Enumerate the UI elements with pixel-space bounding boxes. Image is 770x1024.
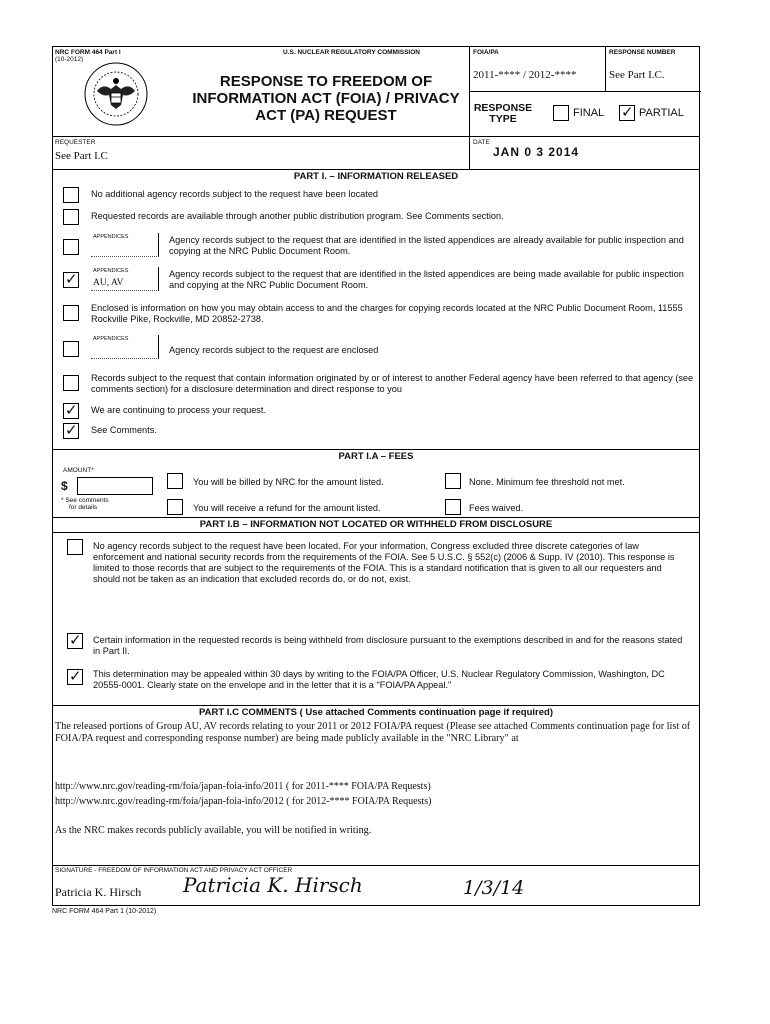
comments-link-2011[interactable]: http://www.nrc.gov/reading-rm/foia/japan-foia-info/2011 ( for 2011-**** FOIA/PA Requests) — [55, 781, 431, 792]
none-fee-checkbox[interactable] — [445, 473, 461, 489]
part1-item-3: Agency records subject to the request that are identified in the listed appendices are already available for public inspection and copying at the NRC Public Document Room. — [169, 235, 684, 256]
part1-checkbox-6[interactable] — [63, 341, 79, 357]
part1-item-9: See Comments. — [91, 425, 157, 435]
part1a-title: PART I.A – FEES — [338, 451, 414, 462]
comments-closing: As the NRC makes records publicly available, you will be notified in writing. — [55, 825, 372, 836]
fees-waived-text: Fees waived. — [469, 503, 524, 513]
partial-checkbox[interactable]: ✓ — [621, 103, 634, 121]
requester-label: REQUESTER — [55, 139, 96, 146]
part1b-item-2: Certain information in the requested records is being withheld from disclosure pursuant to the exemptions described in and for the reasons stated in Part II. — [93, 635, 683, 656]
part1-checkbox-7[interactable] — [63, 375, 79, 391]
part1-item-6: Agency records subject to the request are enclosed — [169, 345, 379, 355]
part1-checkbox-4[interactable]: ✓ — [65, 270, 78, 288]
none-fee-text: None. Minimum fee threshold not met. — [469, 477, 625, 487]
foia-pa-label: FOIA/PA — [473, 49, 499, 56]
part1b-item-1: No agency records subject to the request have been located. For your information, Congress excluded three discrete categories of law enforcement and national security records from the requirements of the FOIA. See 5 U.S.C. § 552(c) (2006 & Supp. IV (2010). This response is limited to those records that are subject to the requirements of the FOIA. This is a standard notification that is given to all our requesters and should not be taken as an indication that excluded records do, or do not, exist. — [93, 541, 675, 584]
part1-checkbox-3[interactable] — [63, 239, 79, 255]
handwritten-date: 1/3/14 — [463, 877, 525, 899]
handwritten-signature: Patricia K. Hirsch — [183, 873, 363, 897]
amount-input[interactable] — [77, 477, 153, 495]
part1-checkbox-2[interactable] — [63, 209, 79, 225]
part1-checkbox-9[interactable]: ✓ — [65, 421, 78, 439]
billed-checkbox[interactable] — [167, 473, 183, 489]
part1-item-2: Requested records are available through another public distribution program. See Comments section. — [91, 211, 504, 221]
part1-item-5: Enclosed is information on how you may obtain access to and the charges for copying records located at the NRC Public Document Room, 11555 Rockville Pike, Rockville, MD 20852-2738. — [91, 303, 683, 324]
part1b-checkbox-2[interactable]: ✓ — [69, 631, 82, 649]
partial-label: PARTIAL — [639, 107, 684, 119]
nrc-seal-icon — [83, 61, 149, 127]
part1-checkbox-8[interactable]: ✓ — [65, 401, 78, 419]
comments-paragraph: The released portions of Group AU, AV records relating to your 2011 or 2012 FOIA/PA request (Please see attached Comments continuation page for list of FOIA/PA request and corresponding response number) are being made publicly available in the "NRC Library" at — [55, 721, 691, 744]
amount-label: AMOUNT* — [63, 467, 94, 474]
form-footer: NRC FORM 464 Part 1 (10-2012) — [52, 908, 157, 915]
part1-checkbox-1[interactable] — [63, 187, 79, 203]
foia-response-form — [52, 46, 700, 906]
appendices-field-1[interactable]: APPENDICES — [91, 233, 159, 257]
response-number-label: RESPONSE NUMBER — [609, 49, 676, 56]
final-label: FINAL — [573, 107, 605, 119]
form-date: (10-2012) — [55, 56, 84, 63]
see-comments-note: * See comments for details — [61, 497, 109, 511]
billed-text: You will be billed by NRC for the amount listed. — [193, 477, 384, 487]
part1-item-7: Records subject to the request that contain information originated by or of interest to another Federal agency have been referred to that agency (see comments section) for a disclosure determination and direct response to you — [91, 373, 694, 394]
refund-checkbox[interactable] — [167, 499, 183, 515]
requester-value: See Part I.C — [55, 150, 108, 162]
date-stamp: JAN 0 3 2014 — [493, 145, 580, 159]
part1-item-8: We are continuing to process your request. — [91, 405, 266, 415]
part1-checkbox-5[interactable] — [63, 305, 79, 321]
currency-symbol: $ — [61, 479, 68, 493]
part1b-checkbox-1[interactable] — [67, 539, 83, 555]
part1b-title: PART I.B – INFORMATION NOT LOCATED OR WITHHELD FROM DISCLOSURE — [199, 519, 553, 530]
agency-name: U.S. NUCLEAR REGULATORY COMMISSION — [283, 49, 420, 56]
refund-text: You will receive a refund for the amount listed. — [193, 503, 381, 513]
signer-name: Patricia K. Hirsch — [55, 885, 142, 899]
foia-pa-value: 2011-**** / 2012-**** — [473, 69, 577, 81]
final-checkbox[interactable] — [553, 105, 569, 121]
fees-waived-checkbox[interactable] — [445, 499, 461, 515]
form-title: RESPONSE TO FREEDOM OF INFORMATION ACT (FOIA) / PRIVACY ACT (PA) REQUEST — [192, 73, 460, 124]
part1b-item-3: This determination may be appealed within 30 days by writing to the FOIA/PA Officer, U.S. Nuclear Regulatory Commission, Washington, DC 20555-0001. Clearly state on the envelope and in the letter that it is a "FOIA/PA Appeal." — [93, 669, 665, 690]
signature-label: SIGNATURE - FREEDOM OF INFORMATION ACT AND PRIVACY ACT OFFICER — [55, 867, 293, 874]
part1c-title: PART I.C COMMENTS ( Use attached Comments continuation page if required) — [199, 707, 553, 718]
part1-item-1: No additional agency records subject to the request have been located — [91, 189, 379, 199]
appendices-field-2[interactable]: APPENDICES AU, AV — [91, 267, 159, 291]
part1-item-4: Agency records subject to the request that are identified in the listed appendices are being made available for public inspection and copying at the NRC Public Document Room. — [169, 269, 684, 290]
response-number-value: See Part I.C. — [609, 69, 665, 81]
response-type-label: RESPONSE TYPE — [473, 102, 533, 125]
comments-link-2012[interactable]: http://www.nrc.gov/reading-rm/foia/japan-foia-info/2012 ( for 2012-**** FOIA/PA Requests) — [55, 796, 432, 807]
part1b-checkbox-3[interactable]: ✓ — [69, 667, 82, 685]
date-label: DATE — [473, 139, 490, 146]
appendices-field-3[interactable]: APPENDICES — [91, 335, 159, 359]
part1-title: PART I. – INFORMATION RELEASED — [293, 171, 459, 182]
form-number: NRC FORM 464 Part I — [55, 49, 121, 56]
